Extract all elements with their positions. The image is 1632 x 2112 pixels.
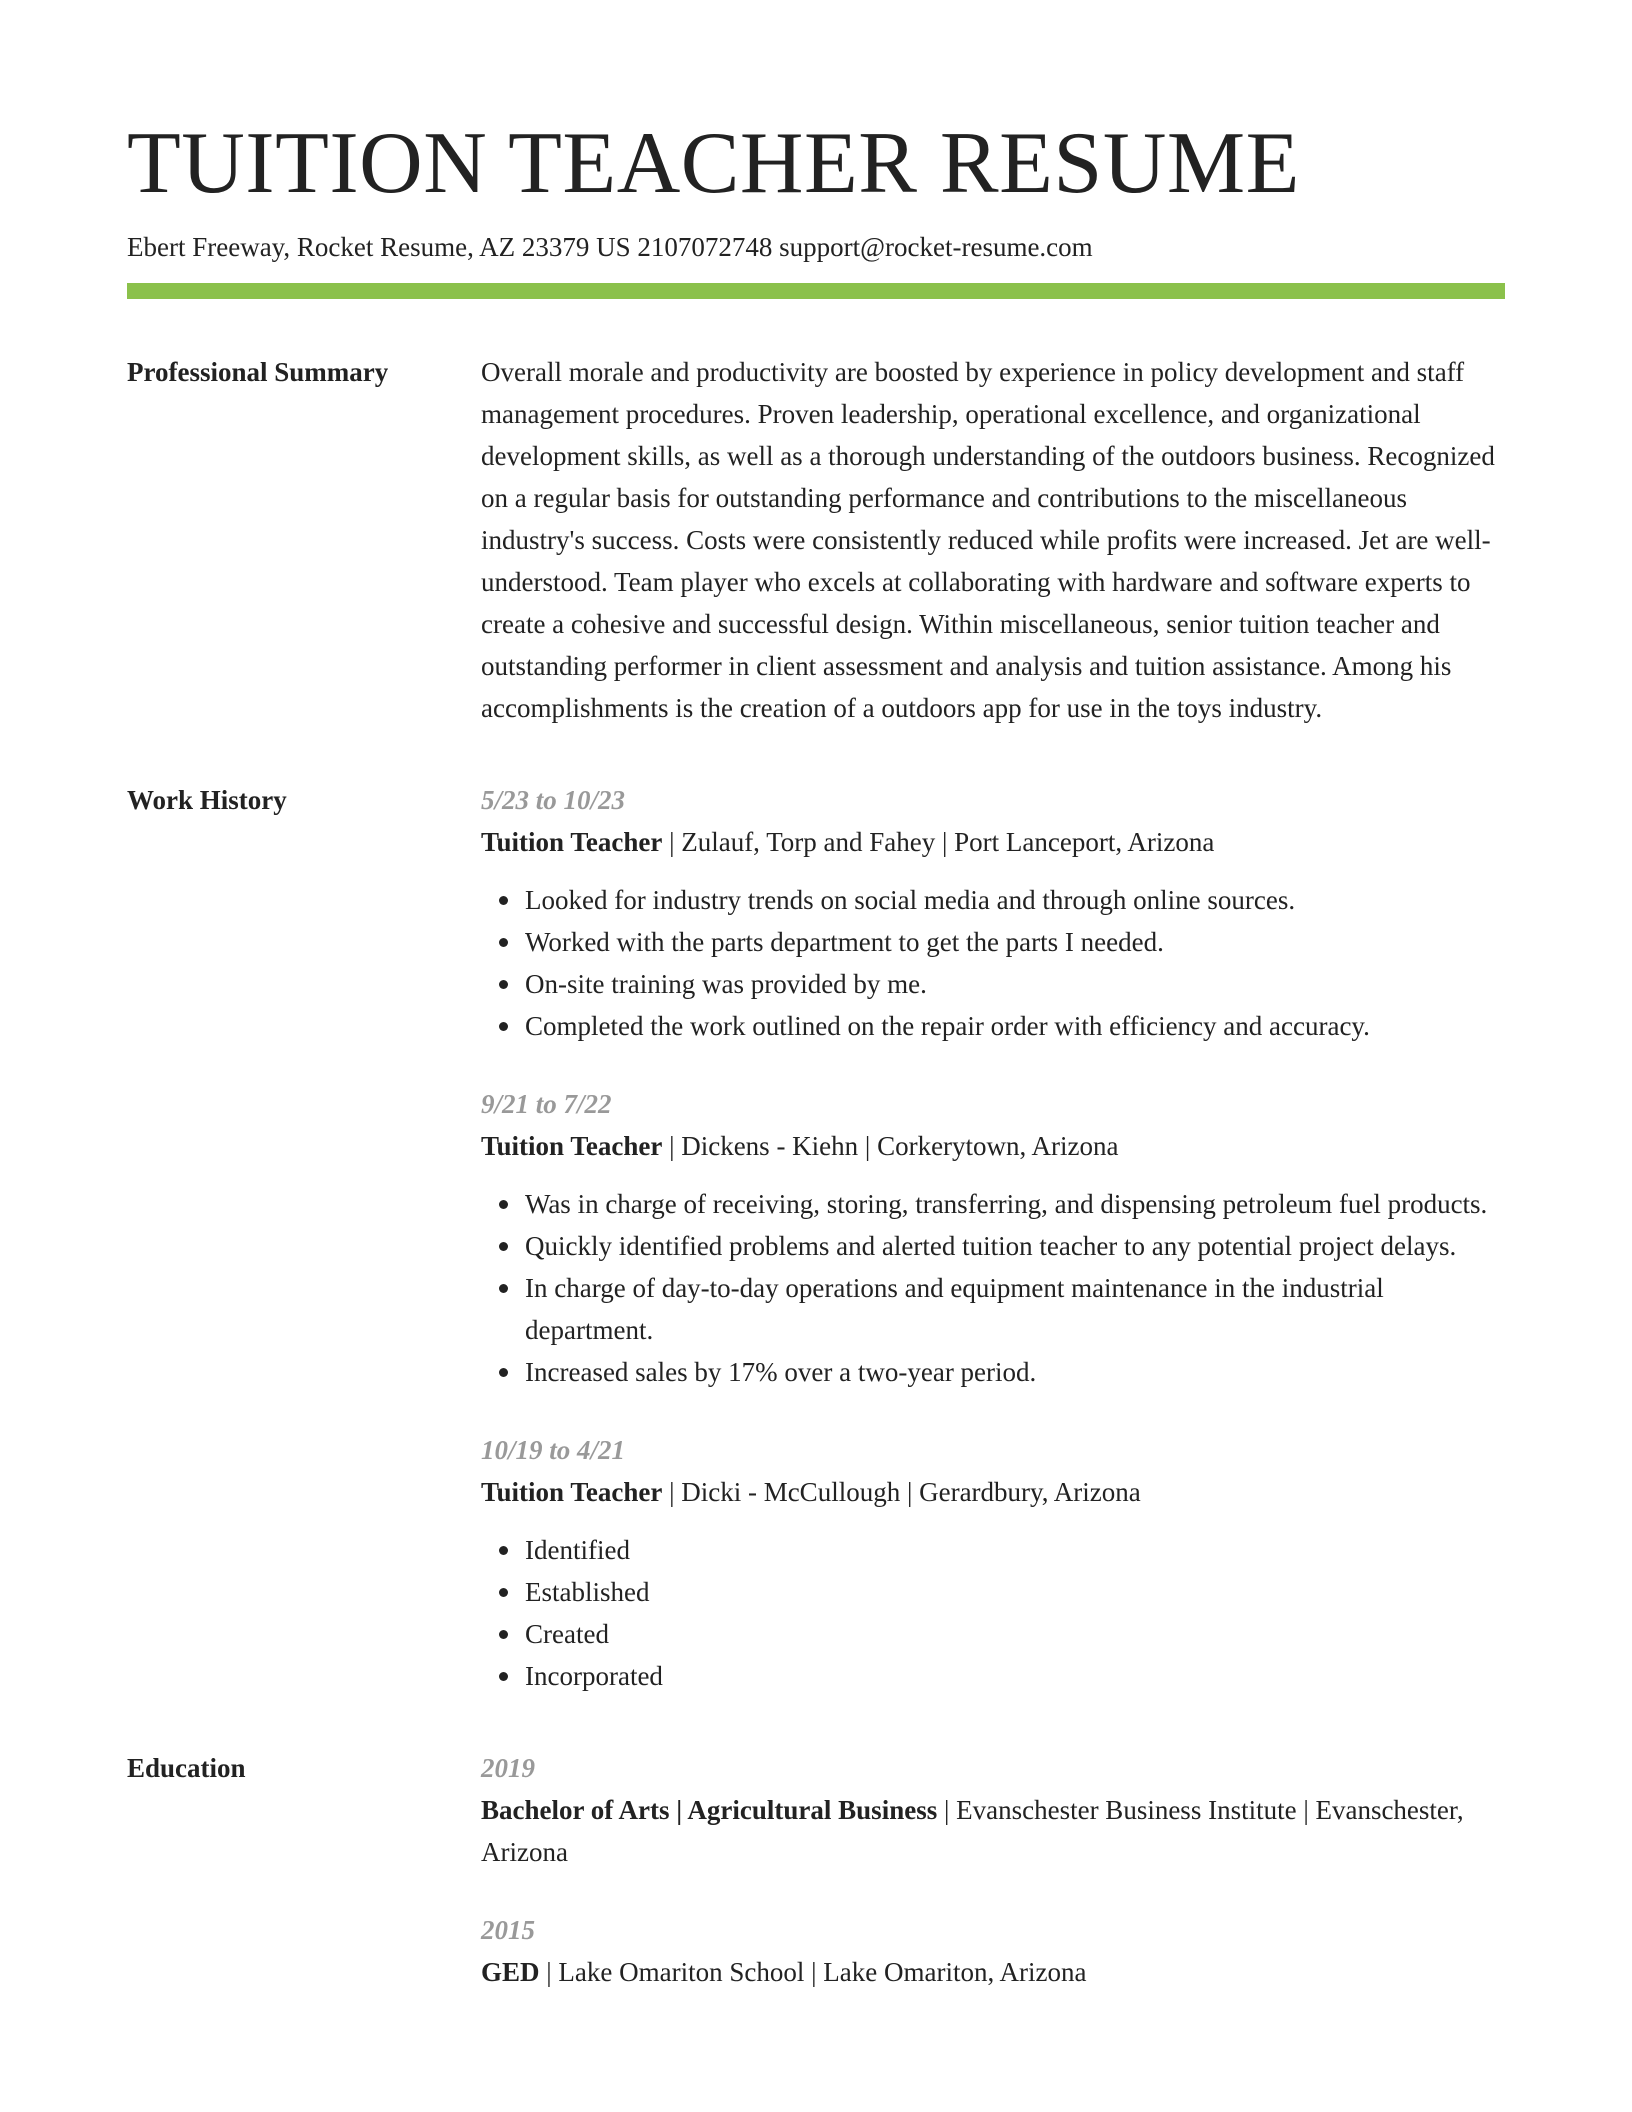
job-dates: 10/19 to 4/21 (481, 1435, 626, 1466)
education-section (127, 1747, 1505, 1993)
job-bullet: Looked for industry trends on social media and through online sources. (525, 879, 1505, 921)
education-details: | Evanschester Business Institute | Evanschester, Arizona (481, 1795, 1464, 1868)
job-title-line (481, 1125, 1505, 1167)
job-bullet: Established (525, 1571, 1505, 1613)
education-details: | Lake Omariton School | Lake Omariton, Arizona (539, 1957, 1087, 1988)
job-dates: 5/23 to 10/23 (481, 785, 626, 816)
job-details: | Dickens - Kiehn | Corkerytown, Arizona (662, 1131, 1119, 1162)
accent-divider (127, 283, 1505, 299)
job-title-line (481, 821, 1505, 863)
job-bullet: Was in charge of receiving, storing, transferring, and dispensing petroleum fuel products. (525, 1183, 1505, 1225)
job-bullet: Quickly identified problems and alerted tuition teacher to any potential project delays. (525, 1225, 1505, 1267)
job-details: | Zulauf, Torp and Fahey | Port Lanceport, Arizona (662, 827, 1215, 858)
education-degree: GED (481, 1957, 540, 1988)
education-entry (481, 1909, 1505, 1993)
work-history-heading: Work History (127, 785, 287, 816)
education-line (481, 1951, 1505, 1993)
job-bullet: In charge of day-to-day operations and equipment maintenance in the industrial department. (525, 1267, 1505, 1351)
job-bullet: Worked with the parts department to get the parts I needed. (525, 921, 1505, 963)
resume-title: TUITION TEACHER RESUME (127, 115, 1300, 212)
job-role: Tuition Teacher (481, 1477, 663, 1508)
summary-heading: Professional Summary (127, 357, 389, 388)
job-bullets (481, 1183, 1505, 1393)
job-bullet: Completed the work outlined on the repair order with efficiency and accuracy. (525, 1005, 1505, 1047)
job-role: Tuition Teacher (481, 827, 663, 858)
job-bullets (481, 879, 1505, 1047)
job-title-line (481, 1471, 1505, 1513)
job-entry (481, 779, 1505, 1047)
job-dates: 9/21 to 7/22 (481, 1089, 612, 1120)
education-line (481, 1789, 1505, 1873)
job-entry (481, 1429, 1505, 1697)
education-year: 2015 (481, 1915, 535, 1946)
education-degree: Bachelor of Arts | Agricultural Business (481, 1795, 938, 1826)
job-bullet: Increased sales by 17% over a two-year period. (525, 1351, 1505, 1393)
education-year: 2019 (481, 1753, 535, 1784)
summary-text: Overall morale and productivity are boosted by experience in policy development and staff management procedures. Proven leadership, operational excellence, and organizational development skills, as well as a thorough understanding of the outdoors business. Recognized on a regular basis for outstanding performance and contributions to the miscellaneous industry's success. Costs were consistently reduced while profits were increased. Jet are well-understood. Team player who excels at collaborating with hardware and software experts to create a cohesive and successful design. Within miscellaneous, senior tuition teacher and outstanding performer in client assessment and analysis and tuition assistance. Among his accomplishments is the creation of a outdoors app for use in the toys industry. (481, 357, 1495, 724)
job-details: | Dicki - McCullough | Gerardbury, Arizona (662, 1477, 1141, 1508)
work-history-section (127, 779, 1505, 1697)
job-bullet: Incorporated (525, 1655, 1505, 1697)
job-role: Tuition Teacher (481, 1131, 663, 1162)
summary-section (127, 351, 1505, 729)
job-bullet: Identified (525, 1529, 1505, 1571)
education-entry (481, 1747, 1505, 1873)
job-bullet: On-site training was provided by me. (525, 963, 1505, 1005)
education-heading: Education (127, 1753, 246, 1784)
contact-line: Ebert Freeway, Rocket Resume, AZ 23379 US 2107072748 support@rocket-resume.com (127, 232, 1093, 262)
job-bullets (481, 1529, 1505, 1697)
job-entry (481, 1083, 1505, 1393)
job-bullet: Created (525, 1613, 1505, 1655)
